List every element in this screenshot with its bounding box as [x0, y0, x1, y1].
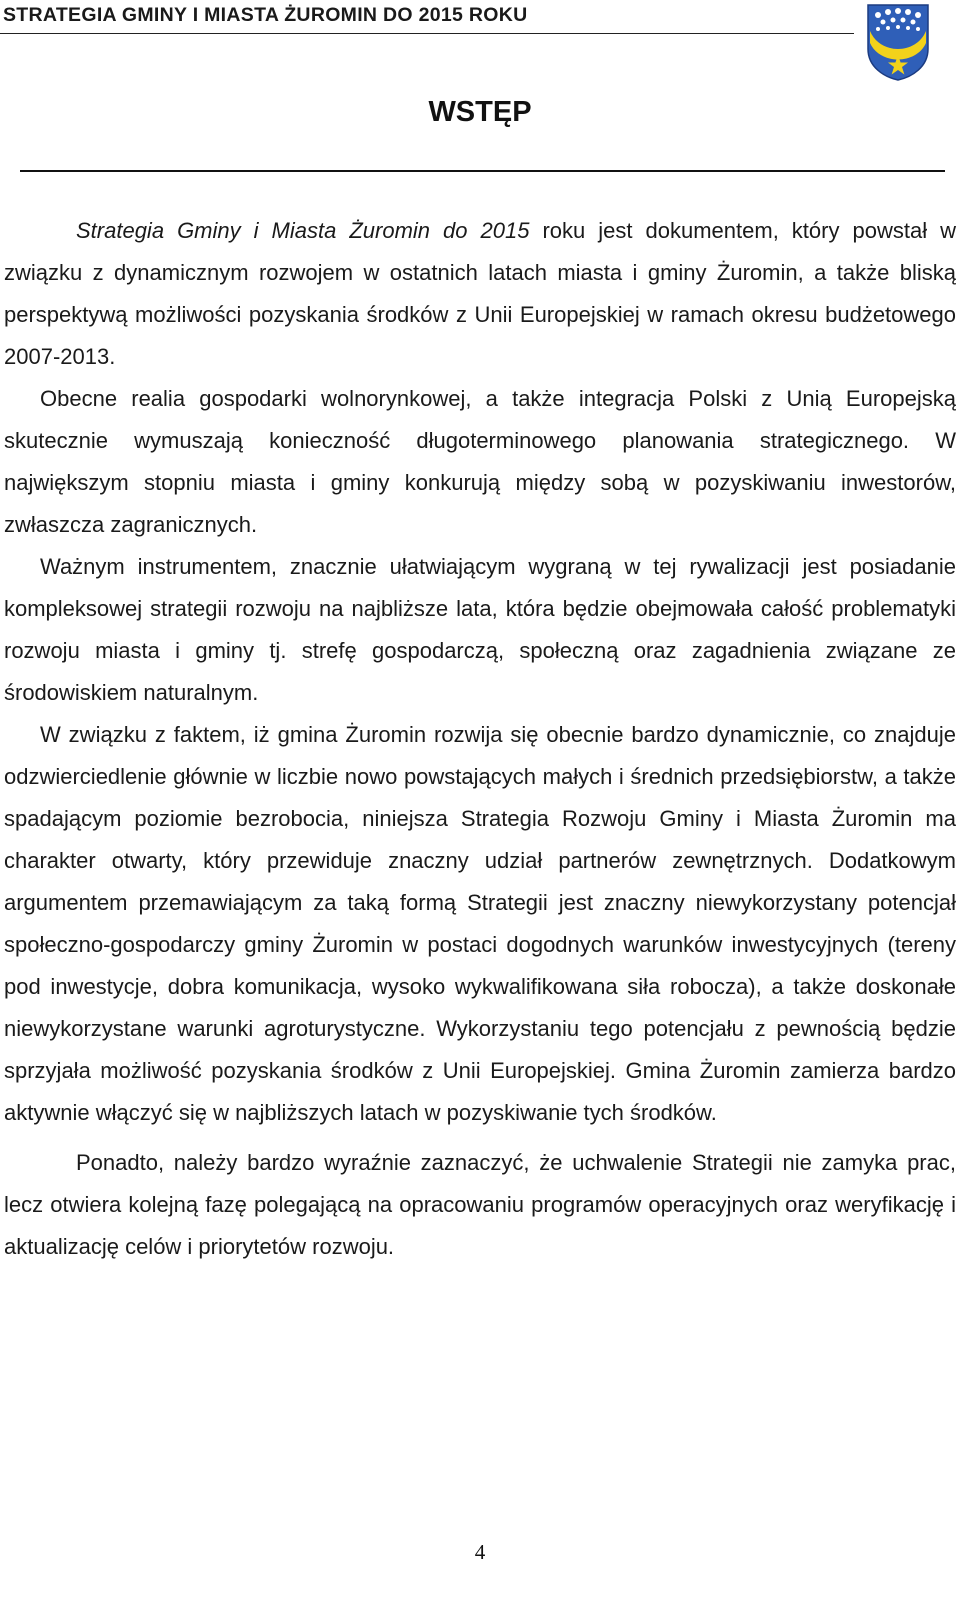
body-text — [4, 210, 956, 1268]
document-name-italic: Strategia Gminy i Miasta Żuromin do 2015 — [76, 218, 530, 243]
paragraph-conclusion: Ponadto, należy bardzo wyraźnie zaznaczyć, że uchwalenie Strategii nie zamyka prac, lecz otwiera kolejną fazę polegającą na opracowaniu programów operacyjnych oraz weryfikację i aktualizację celów i priorytetów rozwoju. — [4, 1150, 956, 1259]
paragraph-intro-text: roku jest dokumentem, który powstał w związku z dynamicznym rozwojem w ostatnich latach miasta i gminy Żuromin, a także bliską perspektywą możliwości pozyskania środków z Unii Europejskiej w ramach okresu budżetowego 2007-2013. — [4, 218, 956, 369]
paragraph-realia: Obecne realia gospodarki wolnorynkowej, a także integracja Polski z Unią Europejską skutecznie wymuszają konieczność długoterminowego planowania strategicznego. W największym stopniu miasta i gminy konkurują między sobą w pozyskiwaniu inwestorów, zwłaszcza zagranicznych. — [4, 386, 956, 537]
coat-of-arms-icon — [866, 3, 930, 81]
heading-underline — [20, 170, 945, 172]
paragraph-intro — [4, 210, 956, 378]
page-number: 4 — [474, 1540, 486, 1564]
paragraph-development: W związku z faktem, iż gmina Żuromin rozwija się obecnie bardzo dynamicznie, co znajduje odzwierciedlenie głównie w liczbie nowo powstających małych i średnich przedsiębiorstw, a także spadającym poziomie bezrobocia, niniejsza Strategia Rozwoju Gminy i Miasta Żuromin ma charakter otwarty, który przewiduje znaczny udział partnerów zewnętrznych. Dodatkowym argumentem przemawiającym za taką formą Strategii jest znaczny niewykorzystany potencjał społeczno-gospodarczy gminy Żuromin w postaci dogodnych warunków inwestycyjnych (tereny pod inwestycje, dobra komunikacja, wysoko wykwalifikowana siła robocza), a także doskonałe niewykorzystane warunki agroturystyczne. Wykorzystaniu tego potencjału z pewnością będzie sprzyjała możliwość pozyskania środków z Unii Europejskiej. Gmina Żuromin zamierza bardzo aktywnie włączyć się w najbliższych latach w pozyskiwanie tych środków. — [4, 722, 956, 1125]
paragraph-instrument: Ważnym instrumentem, znacznie ułatwiającym wygraną w tej rywalizacji jest posiadanie kompleksowej strategii rozwoju na najbliższe lata, która będzie obejmowała całość problematyki rozwoju miasta i gminy tj. strefę gospodarczą, społeczną oraz zagadnienia związane ze środowiskiem naturalnym. — [4, 554, 956, 705]
header-divider — [0, 33, 854, 34]
running-header-title: STRATEGIA GMINY I MIASTA ŻUROMIN DO 2015 ROKU — [3, 4, 528, 26]
section-heading: WSTĘP — [428, 96, 532, 128]
